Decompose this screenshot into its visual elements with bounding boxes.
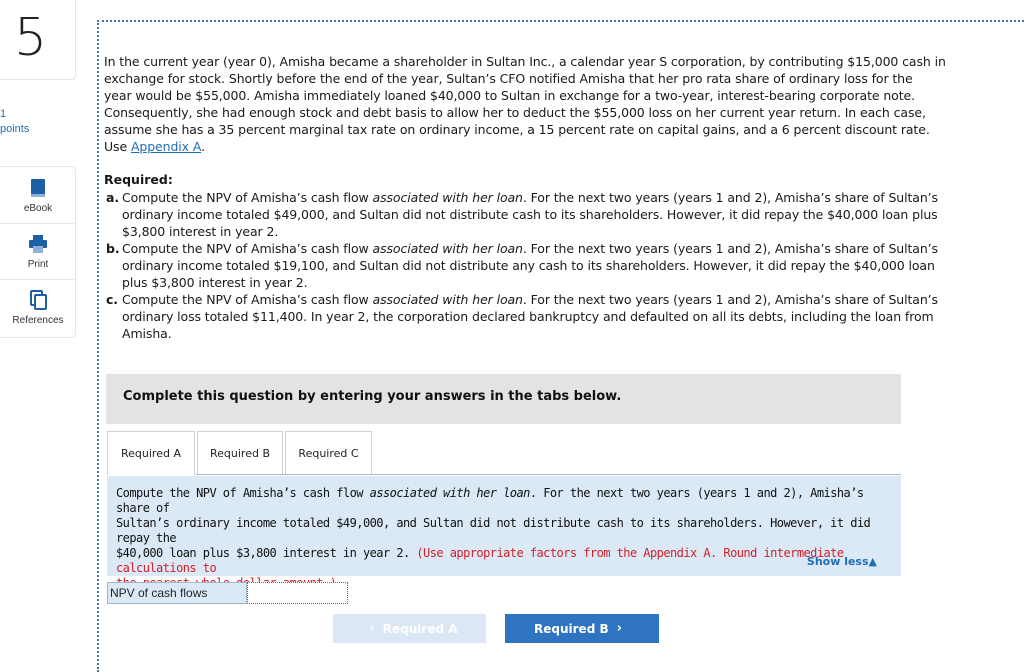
- question-panel: [107, 476, 901, 576]
- printer-icon: [27, 233, 49, 255]
- panel-line: . For the next two years (years 1 and 2), Amisha’s share of: [116, 486, 864, 515]
- points-label: points: [0, 123, 30, 135]
- instructions-banner: [106, 374, 901, 424]
- print-label: Print: [27, 259, 49, 270]
- requirement-text: . For the next two years (years 1 and 2), Amisha’s share of Sultan’s: [522, 190, 938, 205]
- appendix-a-link[interactable]: Appendix A: [130, 139, 202, 154]
- intro-line: exchange for stock. Shortly before the end of the year, Sultan’s CFO notified Amisha that her pro rata share of ordinary loss for the: [104, 71, 913, 86]
- intro-line: assume she has a 35 percent marginal tax rate on ordinary income, a 15 percent rate on capital gains, and a 6 percent discount rate.: [104, 122, 930, 137]
- next-button-label: Required B: [534, 621, 609, 636]
- ebook-link[interactable]: [0, 177, 76, 214]
- panel-text: [116, 486, 896, 591]
- requirement-b-label: b.: [106, 241, 120, 256]
- requirement-emphasis: associated with her loan: [372, 292, 523, 307]
- requirement-b: [104, 240, 984, 291]
- documents-icon: [27, 289, 49, 311]
- panel-line: $40,000 loan plus $3,800 interest in year 2.: [116, 546, 417, 560]
- next-required-button[interactable]: [505, 614, 659, 643]
- print-link[interactable]: [0, 233, 76, 270]
- requirement-text: $3,800 interest in year 2.: [122, 224, 279, 239]
- instructions-text: Complete this question by entering your answers in the tabs below.: [123, 389, 622, 404]
- requirement-text: plus $3,800 interest in year 2.: [122, 275, 308, 290]
- chevron-left-icon: ‹: [369, 621, 375, 636]
- requirement-text: ordinary loss totaled $11,400. In year 2, the corporation declared bankruptcy and defaulted on all its debts, including the loan from: [122, 309, 934, 324]
- requirement-text: ordinary income totaled $19,100, and Sultan did not distribute any cash to its shareholders. However, it did repay the $40,000 loan: [122, 258, 935, 273]
- panel-emphasis: associated with her loan: [369, 486, 530, 500]
- requirement-text: Compute the NPV of Amisha’s cash flow: [122, 292, 373, 307]
- requirement-text: . For the next two years (years 1 and 2), Amisha’s share of Sultan’s: [522, 241, 938, 256]
- requirement-c-label: c.: [106, 292, 118, 307]
- ebook-label: eBook: [23, 203, 53, 214]
- period: .: [201, 139, 205, 154]
- resources-panel: [0, 166, 76, 338]
- requirement-text: . For the next two years (years 1 and 2), Amisha’s share of Sultan’s: [522, 292, 938, 307]
- show-less-link[interactable]: [807, 555, 877, 568]
- book-icon: [27, 177, 49, 199]
- requirement-c: [104, 291, 984, 342]
- intro-line: year would be $55,000. Amisha immediately loaned $40,000 to Sultan in exchange for a two-year, interest-bearing corporate note.: [104, 88, 915, 103]
- panel-line: Sultan’s ordinary income totaled $49,000, and Sultan did not distribute cash to its shareholders. However, it did repay the: [116, 516, 871, 545]
- tab-required-b[interactable]: Required B: [197, 431, 283, 475]
- rail-divider: [0, 223, 76, 224]
- requirement-a-label: a.: [106, 190, 119, 205]
- references-link[interactable]: [0, 289, 76, 326]
- show-less-label: Show less: [806, 555, 869, 568]
- requirement-text: ordinary income totaled $49,000, and Sultan did not distribute cash to its shareholders. However, it did repay the $40,000 loan plus: [122, 207, 938, 222]
- intro-line: In the current year (year 0), Amisha became a shareholder in Sultan Inc., a calendar year S corporation, by contributing $15,000 cash in: [104, 54, 946, 69]
- requirement-text: Amisha.: [122, 326, 172, 341]
- use-text: Use: [104, 139, 131, 154]
- npv-label: NPV of cash flows: [107, 582, 247, 604]
- triangle-up-icon: ▲: [868, 555, 877, 568]
- intro-line: Consequently, she had enough stock and debt basis to allow her to deduct the $55,000 loss on her current year return. In each case,: [104, 105, 926, 120]
- requirement-a: [104, 189, 984, 240]
- requirement-text: Compute the NPV of Amisha’s cash flow: [122, 190, 373, 205]
- requirement-text: Compute the NPV of Amisha’s cash flow: [122, 241, 373, 256]
- npv-input[interactable]: [247, 582, 348, 604]
- requirement-emphasis: associated with her loan: [372, 190, 523, 205]
- rail-divider: [0, 279, 76, 280]
- tab-underline: [196, 474, 901, 475]
- panel-line: Compute the NPV of Amisha’s cash flow: [116, 486, 370, 500]
- points-value: 1: [0, 108, 7, 120]
- required-heading: Required:: [104, 172, 173, 187]
- requirement-emphasis: associated with her loan: [372, 241, 523, 256]
- references-label: References: [12, 315, 64, 326]
- panel-instruction: (Use appropriate factors from the Appendix A. Round intermediate calculations to: [116, 546, 844, 575]
- tab-required-a[interactable]: Required A: [107, 431, 195, 475]
- prev-required-button[interactable]: [333, 614, 486, 643]
- question-number: 5: [14, 8, 48, 68]
- chevron-right-icon: ›: [616, 621, 622, 636]
- intro-use-appendix: [104, 138, 984, 155]
- question-number-box: [0, 0, 76, 80]
- prev-button-label: Required A: [382, 621, 458, 636]
- tab-required-c[interactable]: Required C: [285, 431, 372, 475]
